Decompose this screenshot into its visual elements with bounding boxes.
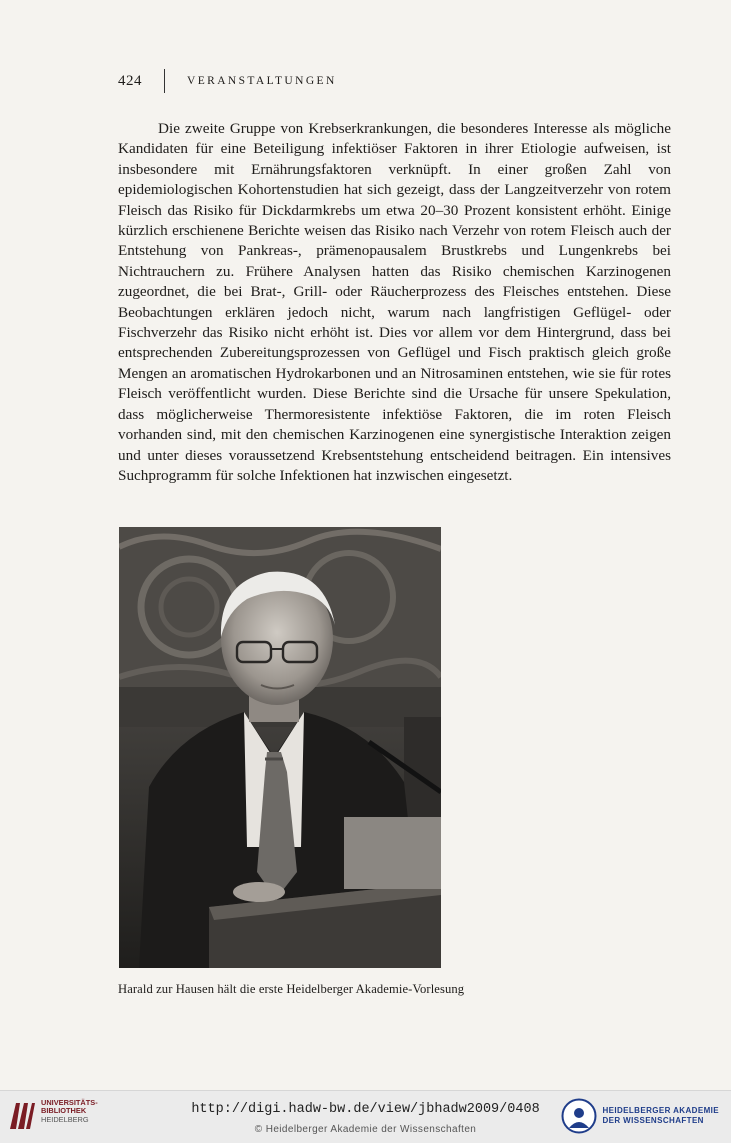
permalink-url[interactable]: http://digi.hadw-bw.de/view/jbhadw2009/0408 bbox=[191, 1102, 540, 1117]
copyright-notice: © Heidelberger Akademie der Wissenschaften bbox=[254, 1124, 477, 1135]
library-logo-line1: UNIVERSITÄTS- bbox=[41, 1098, 98, 1107]
library-logo-line2: BIBLIOTHEK bbox=[41, 1106, 87, 1116]
academy-logo[interactable] bbox=[561, 1098, 719, 1134]
academy-seal-icon bbox=[561, 1098, 597, 1134]
library-logo-line3: HEIDELBERG bbox=[41, 1114, 89, 1124]
academy-logo-line2: DER WISSENSCHAFTEN bbox=[602, 1116, 704, 1125]
figure-caption: Harald zur Hausen hält die erste Heidelberger Akademie-Vorlesung bbox=[118, 982, 465, 996]
page-header bbox=[118, 70, 337, 92]
running-title: VERANSTALTUNGEN bbox=[187, 75, 337, 87]
body-paragraph: Die zweite Gruppe von Krebserkrankungen, die besonderes Interesse als mögliche Kandidaten für eine Beteiligung infektiöser Faktoren in ihrer Etiologie aufweisen, ist insbesondere mit Ernährungsfaktoren verknüpft. In einer großen Zahl von epidemiologischen Kohortenstudien hat sich gezeigt, dass der Langzeitverzehr von rotem Fleisch das Risiko für Dickdarmkrebs um etwa 20–30 Prozent konsistent erhöht. Einige kürzlich erschienene Berichte weisen das Risiko nach Verzehr von rotem Fleisch auch der Entstehung von Pankreas-, prämenopausalem Brustkrebs und Lungenkrebs bei Nichtrauchern zu. Frühere Analysen hatten das Risiko chemischen Karzinogenen zugeordnet, die bei Brat-, Grill- oder Räucherprozess des Fleisches entstehen. Diese Beobachtungen erklären jedoch nicht, warum nach langfristigen Geflügel- oder Fischverzehr das Risiko nicht erhöht ist. Dies vor allem vor dem Hintergrund, dass bei entsprechenden Zubereitungsprozessen von Geflügel und Fisch praktisch gleich große Mengen an aromatischen Hydrokarbonen und an Nitrosaminen entstehen, wie sie für rotes Fleisch veröffentlicht wurden. Diese Berichte sind die Ursache für unsere Spekulation, dass möglicherweise Thermoresistente infektiöse Faktoren, die im roten Fleisch vorhanden sind, mit den chemischen Karzinogenen eine synergistische Interaktion zeigen und unter dieses voraussetzend Krebsentstehung entscheidend beitragen. Ein intensives Suchprogramm für solche Infektionen hat inzwischen eingesetzt. bbox=[118, 120, 671, 484]
academy-logo-line1: HEIDELBERGER AKADEMIE bbox=[602, 1106, 719, 1115]
speaker-photo-illustration bbox=[119, 527, 441, 968]
digitization-footer bbox=[0, 1090, 731, 1143]
page-number: 424 bbox=[118, 72, 142, 89]
header-divider bbox=[164, 69, 165, 93]
speaker-photo bbox=[119, 527, 441, 968]
